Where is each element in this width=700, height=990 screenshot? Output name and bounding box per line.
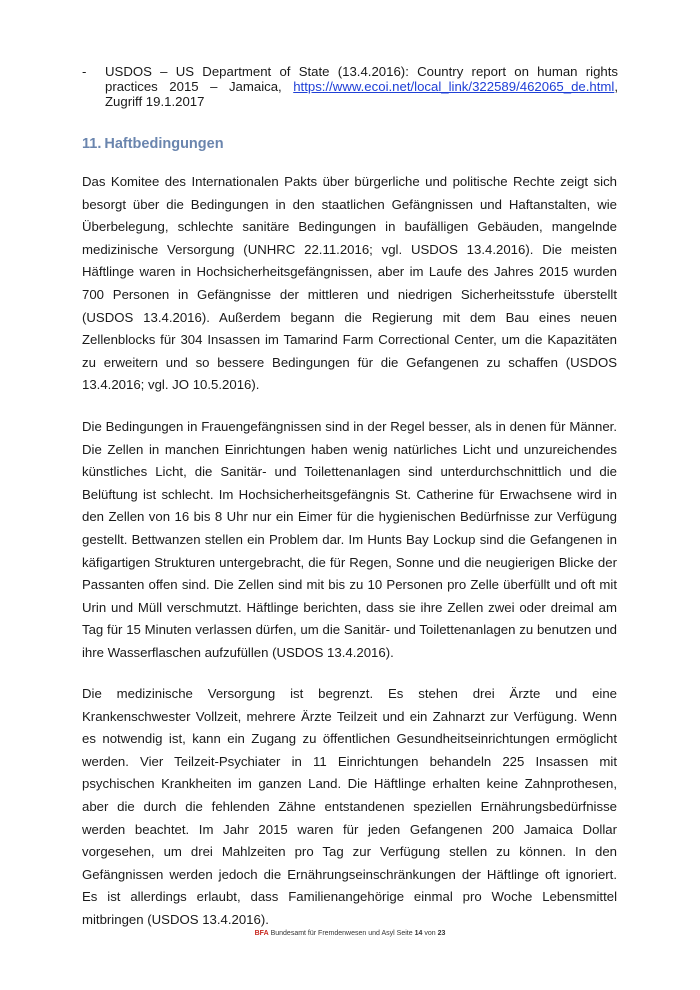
- reference-text: [105, 64, 618, 109]
- footer-page-word: Seite: [396, 930, 413, 937]
- footer-of-word: von: [424, 930, 436, 937]
- section-number: 11.: [82, 136, 102, 152]
- section-title: Haftbedingungen: [104, 136, 224, 152]
- list-bullet: -: [82, 64, 87, 79]
- paragraph: Die Bedingungen in Frauengefängnissen sind in der Regel besser, als in denen für Männer. Die Zellen in manchen Einrichtungen haben wenig natürliches Licht und unzureichendes künstliches Licht, die Sanitär- und Toilettenanlagen sind unterdurchschnittlich und die Belüftung ist schlecht. Im Hochsicherheitsgefängnis St. Catherine für Erwachsene wird in den Zellen von 16 bis 8 Uhr nur ein Eimer für die hygienischen Bedürfnisse zur Verfügung gestellt. Bettwanzen stellen ein Problem dar. Im Hunts Bay Lockup sind die Gefangenen in käfigartigen Strukturen untergebracht, die für Regen, Sonne und die neugierigen Blicke der Passanten offen sind. Die Zellen sind mit bis zu 10 Personen pro Zelle überfüllt und oft mit Urin und Müll verschmutzt. Häftlinge berichten, dass sie ihre Zellen zwei oder dreimal am Tag für 15 Minuten verlassen dürfen, um die Sanitär- und Toilettenanlagen zu benutzen und ihre Wasserflaschen aufzufüllen (USDOS 13.4.2016).: [82, 419, 617, 660]
- page-footer: [0, 930, 700, 937]
- footer-page-total: 23: [437, 930, 446, 937]
- footer-page-current: 14: [414, 930, 423, 937]
- paragraph: Das Komitee des Internationalen Pakts über bürgerliche und politische Rechte zeigt sich besorgt über die Bedingungen in den staatlichen Gefängnissen und Haftanstalten, wie Überbelegung, schlechte sanitäre Bedingungen in baufälligen Gebäuden, mangelnde medizinische Versorgung (UNHRC 22.11.2016; vgl. USDOS 13.4.2016). Die meisten Häftlinge waren in Hochsicherheitsgefängnissen, aber im Laufe des Jahres 2015 wurden 700 Personen in Gefängnisse der mittleren und niedrigen Sicherheitsstufe überstellt (USDOS 13.4.2016). Außerdem begann die Regierung mit dem Bau eines neuen Zellenblocks für 304 Insassen im Tamarind Farm Correctional Center, um die Kapazitäten zu erweitern und so bessere Bedingungen für die Gefangenen zu schaffen (USDOS 13.4.2016; vgl. JO 10.5.2016).: [82, 174, 617, 393]
- reference-access-date: , Zugriff 19.1.2017: [105, 79, 618, 109]
- footer-agency: Bundesamt für Fremdenwesen und Asyl: [270, 930, 395, 937]
- footer-brand: BFA: [254, 930, 269, 937]
- section-heading: [82, 136, 224, 152]
- reference-link[interactable]: https://www.ecoi.net/local_link/322589/462065_de.html: [293, 79, 615, 94]
- paragraph: Die medizinische Versorgung ist begrenzt. Es stehen drei Ärzte und eine Krankenschwester Vollzeit, mehrere Ärzte Teilzeit und ein Zahnarzt zur Verfügung. Wenn es notwendig ist, kann ein Zugang zu öffentlichen Gesundheitseinrichtungen ermöglicht werden. Vier Teilzeit-Psychiater in 11 Einrichtungen behandeln 225 Insassen mit psychischen Krankheiten im ganzen Land. Die Häftlinge erhalten keine Zahnprothesen, aber die durch die fehlenden Zähne entstandenen speziellen Ernährungsbedürfnisse werden beachtet. Im Jahr 2015 waren für jeden Gefangenen 200 Jamaica Dollar vorgesehen, um drei Mahlzeiten pro Tag zur Verfügung stellen zu können. In den Gefängnissen werden jedoch die Ernährungseinschränkungen der Häftlinge oft ignoriert. Es ist allerdings erlaubt, dass Familienangehörige einmal pro Woche Lebensmittel mitbringen (USDOS 13.4.2016).: [82, 686, 617, 927]
- reference-citation: USDOS – US Department of State (13.4.2016): Country report on human rights practices 2015 – Jamaica,: [105, 64, 618, 94]
- reference-entry: [82, 64, 618, 109]
